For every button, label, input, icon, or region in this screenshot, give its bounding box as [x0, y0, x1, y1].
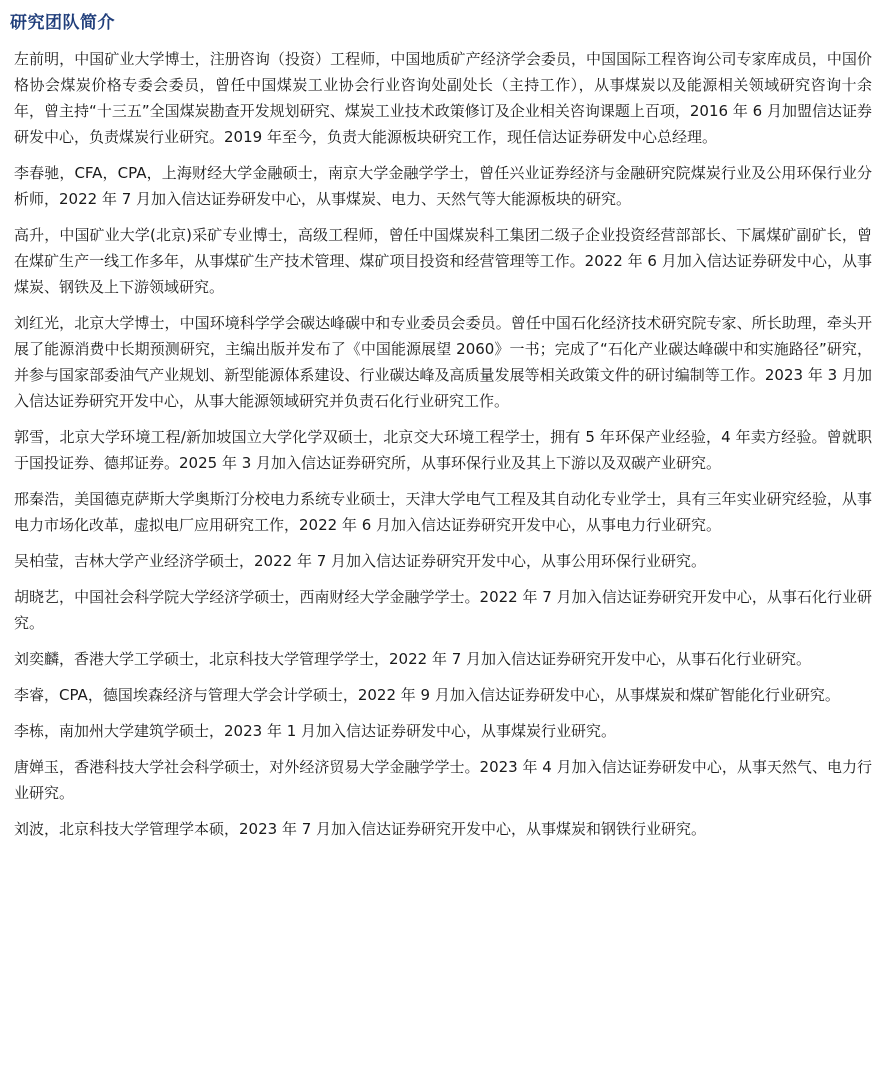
bio-paragraph-li-rui: 李睿，CPA，德国埃森经济与管理大学会计学硕士，2022 年 9 月加入信达证券研发中心，从事煤炭和煤矿智能化行业研究。: [14, 686, 840, 704]
bio-paragraph-zuo-qianming: 左前明，中国矿业大学博士，注册咨询（投资）工程师，中国地质矿产经济学会委员，中国国际工程咨询公司专家库成员，中国价格协会煤炭价格专委会委员，曾任中国煤炭工业协会行业咨询处副处长（主持工作），从事煤炭以及能源相关领域研究咨询十余年，曾主持“十三五”全国煤炭勘查开发规划研究、煤炭工业技术政策修订及企业相关咨询课题上百项，2016 年 6 月加盟信达证券研发中心，负责煤炭行业研究。2019 年至今，负责大能源板块研究工作，现任信达证券研发中心总经理。: [14, 50, 872, 146]
page-title: 研究团队简介: [10, 13, 115, 33]
bio-paragraph-liu-yilin: 刘奕麟，香港大学工学硕士，北京科技大学管理学学士，2022 年 7 月加入信达证券研究开发中心，从事石化行业研究。: [14, 650, 812, 668]
bio-paragraph-guo-xue: 郭雪，北京大学环境工程/新加坡国立大学化学双硕士，北京交大环境工程学士，拥有 5 年环保产业经验，4 年卖方经验。曾就职于国投证券、德邦证券。2025 年 3 月加入信达证券研究所，从事环保行业及其上下游以及双碳产业研究。: [14, 428, 872, 472]
bio-paragraph-hu-xiaoyi: 胡晓艺，中国社会科学院大学经济学硕士，西南财经大学金融学学士。2022 年 7 月加入信达证券研究开发中心，从事石化行业研究。: [14, 588, 872, 632]
bio-paragraph-gao-sheng: 高升，中国矿业大学(北京)采矿专业博士，高级工程师，曾任中国煤炭科工集团二级子企业投资经营部部长、下属煤矿副矿长，曾在煤矿生产一线工作多年，从事煤矿生产技术管理、煤矿项目投资和经营管理等工作。2022 年 6 月加入信达证券研发中心，从事煤炭、钢铁及上下游领域研究。: [14, 226, 872, 296]
team-bio-list: [14, 46, 872, 852]
bio-paragraph-xing-qinhao: 邢秦浩，美国德克萨斯大学奥斯汀分校电力系统专业硕士，天津大学电气工程及其自动化专业学士，具有三年实业研究经验，从事电力市场化改革，虚拟电厂应用研究工作，2022 年 6 月加入信达证券研究开发中心，从事电力行业研究。: [14, 490, 872, 534]
bio-paragraph-tang-chanyu: 唐婵玉，香港科技大学社会科学硕士，对外经济贸易大学金融学学士。2023 年 4 月加入信达证券研发中心，从事天然气、电力行业研究。: [14, 758, 872, 802]
bio-paragraph-li-dong: 李栋，南加州大学建筑学硕士，2023 年 1 月加入信达证券研发中心，从事煤炭行业研究。: [14, 722, 617, 740]
bio-paragraph-wu-baiying: 吴柏莹，吉林大学产业经济学硕士，2022 年 7 月加入信达证券研究开发中心，从事公用环保行业研究。: [14, 552, 707, 570]
bio-paragraph-liu-bo: 刘波，北京科技大学管理学本硕，2023 年 7 月加入信达证券研究开发中心，从事煤炭和钢铁行业研究。: [14, 820, 707, 838]
bio-paragraph-li-chunchi: 李春驰，CFA，CPA，上海财经大学金融硕士，南京大学金融学学士，曾任兴业证券经济与金融研究院煤炭行业及公用环保行业分析师，2022 年 7 月加入信达证券研发中心，从事煤炭、电力、天然气等大能源板块的研究。: [14, 164, 872, 208]
bio-paragraph-liu-hongguang: 刘红光，北京大学博士，中国环境科学学会碳达峰碳中和专业委员会委员。曾任中国石化经济技术研究院专家、所长助理，牵头开展了能源消费中长期预测研究，主编出版并发布了《中国能源展望 2060》一书；完成了“石化产业碳达峰碳中和实施路径”研究，并参与国家部委油气产业规划、新型能源体系建设、行业碳达峰及高质量发展等相关政策文件的研讨编制等工作。2023 年 3 月加入信达证券研究开发中心，从事大能源领域研究并负责石化行业研究工作。: [14, 314, 872, 410]
